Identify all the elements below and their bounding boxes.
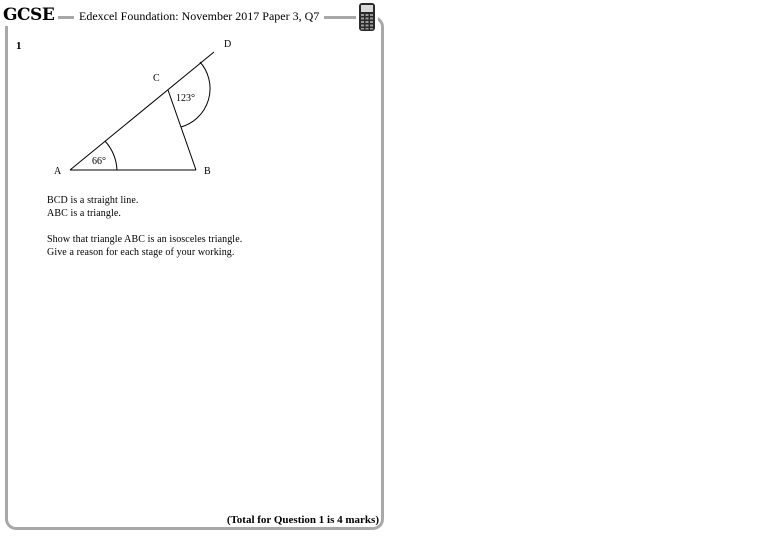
- vertex-label-d: D: [224, 39, 232, 50]
- question-total-marks: (Total for Question 1 is 4 marks): [226, 514, 379, 526]
- question-number: 1: [16, 40, 22, 52]
- instruction-line: Show that triangle ABC is an isosceles triangle.: [47, 234, 243, 245]
- triangle-diagram: [0, 0, 390, 190]
- instruction-line: Give a reason for each stage of your working.: [47, 247, 235, 258]
- question-text: [47, 194, 242, 259]
- page-title: Edexcel Foundation: November 2017 Paper 3, Q7: [74, 9, 324, 23]
- statement-line: BCD is a straight line.: [47, 195, 139, 206]
- vertex-label-b: B: [204, 166, 211, 177]
- statement-line: ABC is a triangle.: [47, 208, 122, 219]
- line-ad: [70, 52, 214, 170]
- angle-label-c: 123°: [176, 93, 195, 104]
- vertex-label-c: C: [153, 73, 160, 84]
- angle-label-a: 66°: [92, 156, 106, 167]
- gcse-logo: GCSE: [3, 4, 58, 26]
- vertex-label-a: A: [54, 166, 62, 177]
- angle-arc-a: [105, 141, 117, 170]
